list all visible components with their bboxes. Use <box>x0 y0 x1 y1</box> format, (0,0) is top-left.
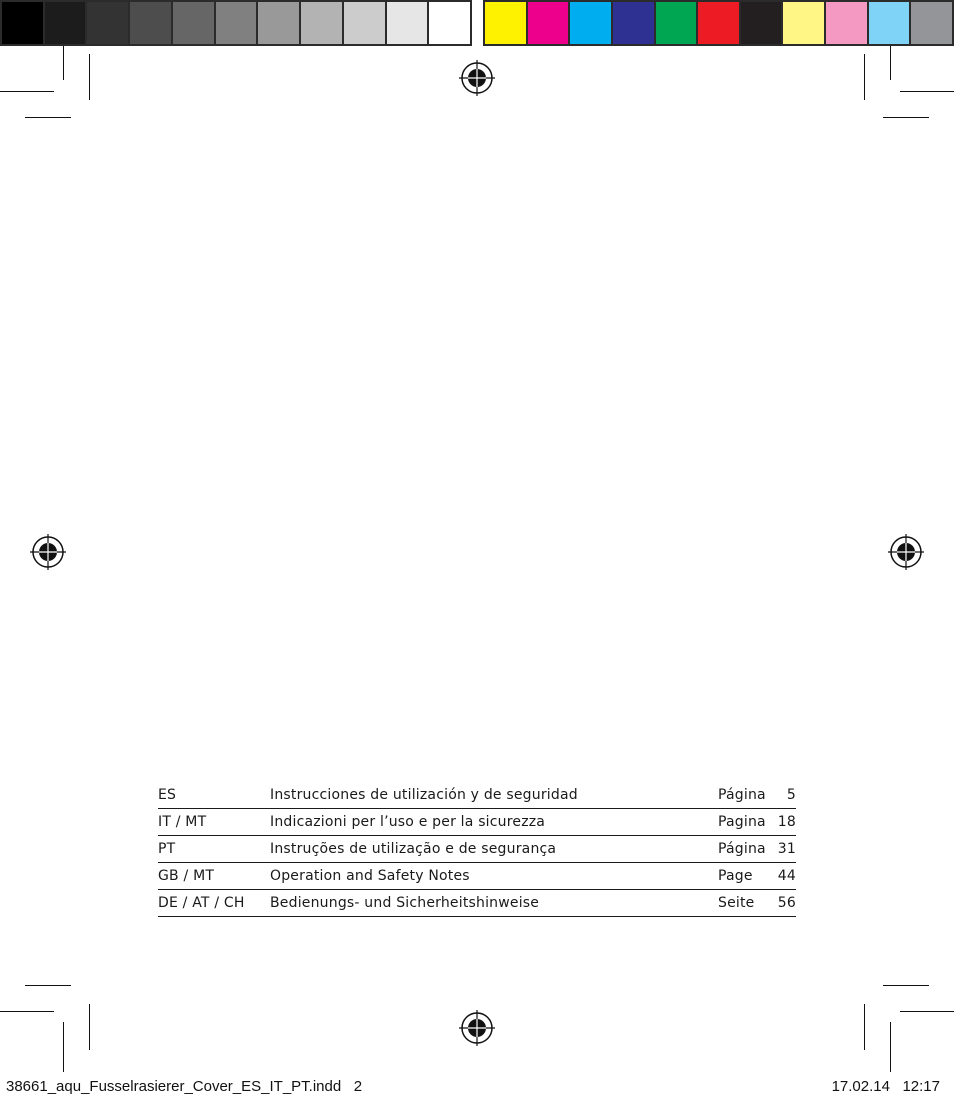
color-swatch <box>258 2 299 44</box>
registration-mark-icon <box>459 1010 495 1046</box>
crop-mark <box>63 46 64 80</box>
toc-language-code: ES <box>158 787 177 803</box>
color-swatch <box>173 2 214 44</box>
crop-mark <box>883 985 929 986</box>
toc-section-title: Bedienungs- und Sicherheitshinweise <box>270 895 540 911</box>
toc-page-label: Página <box>718 841 766 857</box>
crop-mark <box>89 1004 90 1050</box>
toc-page-number: 56 <box>777 895 796 911</box>
color-swatch <box>387 2 428 44</box>
crop-mark <box>883 117 929 118</box>
toc-language-code: DE / AT / CH <box>158 895 245 911</box>
slug-filename: 38661_aqu_Fusselrasierer_Cover_ES_IT_PT.indd 2 <box>6 1078 363 1095</box>
toc-row-es[interactable] <box>158 782 796 809</box>
language-table-of-contents <box>158 782 796 917</box>
color-swatch <box>570 2 611 44</box>
toc-row-gb-mt[interactable] <box>158 863 796 890</box>
crop-mark <box>890 1022 891 1072</box>
crop-mark <box>864 1004 865 1050</box>
crop-mark <box>25 117 71 118</box>
registration-mark-icon <box>459 60 495 96</box>
toc-page-label: Seite <box>718 895 755 911</box>
crop-mark <box>63 1022 64 1072</box>
color-swatch <box>130 2 171 44</box>
color-swatch <box>2 2 43 44</box>
registration-mark-icon <box>888 534 924 570</box>
toc-section-title: Instruções de utilização e de segurança <box>270 841 557 857</box>
toc-page-label: Page <box>718 868 753 884</box>
color-swatch <box>698 2 739 44</box>
toc-page-number: 5 <box>786 787 796 803</box>
toc-language-code: IT / MT <box>158 814 207 830</box>
crop-mark <box>900 1011 954 1012</box>
color-swatch <box>826 2 867 44</box>
toc-section-title: Instrucciones de utilización y de seguridad <box>270 787 578 803</box>
toc-page-label: Página <box>718 787 766 803</box>
color-swatch <box>528 2 569 44</box>
toc-language-code: PT <box>158 841 176 857</box>
toc-page-number: 31 <box>777 841 796 857</box>
crop-mark <box>25 985 71 986</box>
process-color-bar <box>483 0 954 46</box>
color-swatch <box>301 2 342 44</box>
toc-row-de-at-ch[interactable] <box>158 890 796 917</box>
slug-datetime: 17.02.14 12:17 <box>831 1078 940 1095</box>
grayscale-color-bar <box>0 0 472 46</box>
toc-row-pt[interactable] <box>158 836 796 863</box>
toc-page-number: 18 <box>777 814 796 830</box>
toc-page-label: Pagina <box>718 814 766 830</box>
crop-mark <box>890 46 891 80</box>
color-swatch <box>741 2 782 44</box>
toc-row-it-mt[interactable] <box>158 809 796 836</box>
color-swatch <box>911 2 952 44</box>
crop-mark <box>900 91 954 92</box>
registration-mark-icon <box>30 534 66 570</box>
toc-page-number: 44 <box>777 868 796 884</box>
color-swatch <box>344 2 385 44</box>
crop-mark <box>0 1011 54 1012</box>
crop-mark <box>0 91 54 92</box>
color-swatch <box>429 2 470 44</box>
color-swatch <box>485 2 526 44</box>
color-swatch <box>783 2 824 44</box>
toc-language-code: GB / MT <box>158 868 215 884</box>
color-swatch <box>216 2 257 44</box>
color-swatch <box>87 2 128 44</box>
crop-mark <box>864 54 865 100</box>
crop-mark <box>89 54 90 100</box>
color-swatch <box>45 2 86 44</box>
color-swatch <box>656 2 697 44</box>
color-swatch <box>869 2 910 44</box>
color-swatch <box>613 2 654 44</box>
toc-section-title: Indicazioni per l’uso e per la sicurezza <box>270 814 546 830</box>
toc-section-title: Operation and Safety Notes <box>270 868 470 884</box>
